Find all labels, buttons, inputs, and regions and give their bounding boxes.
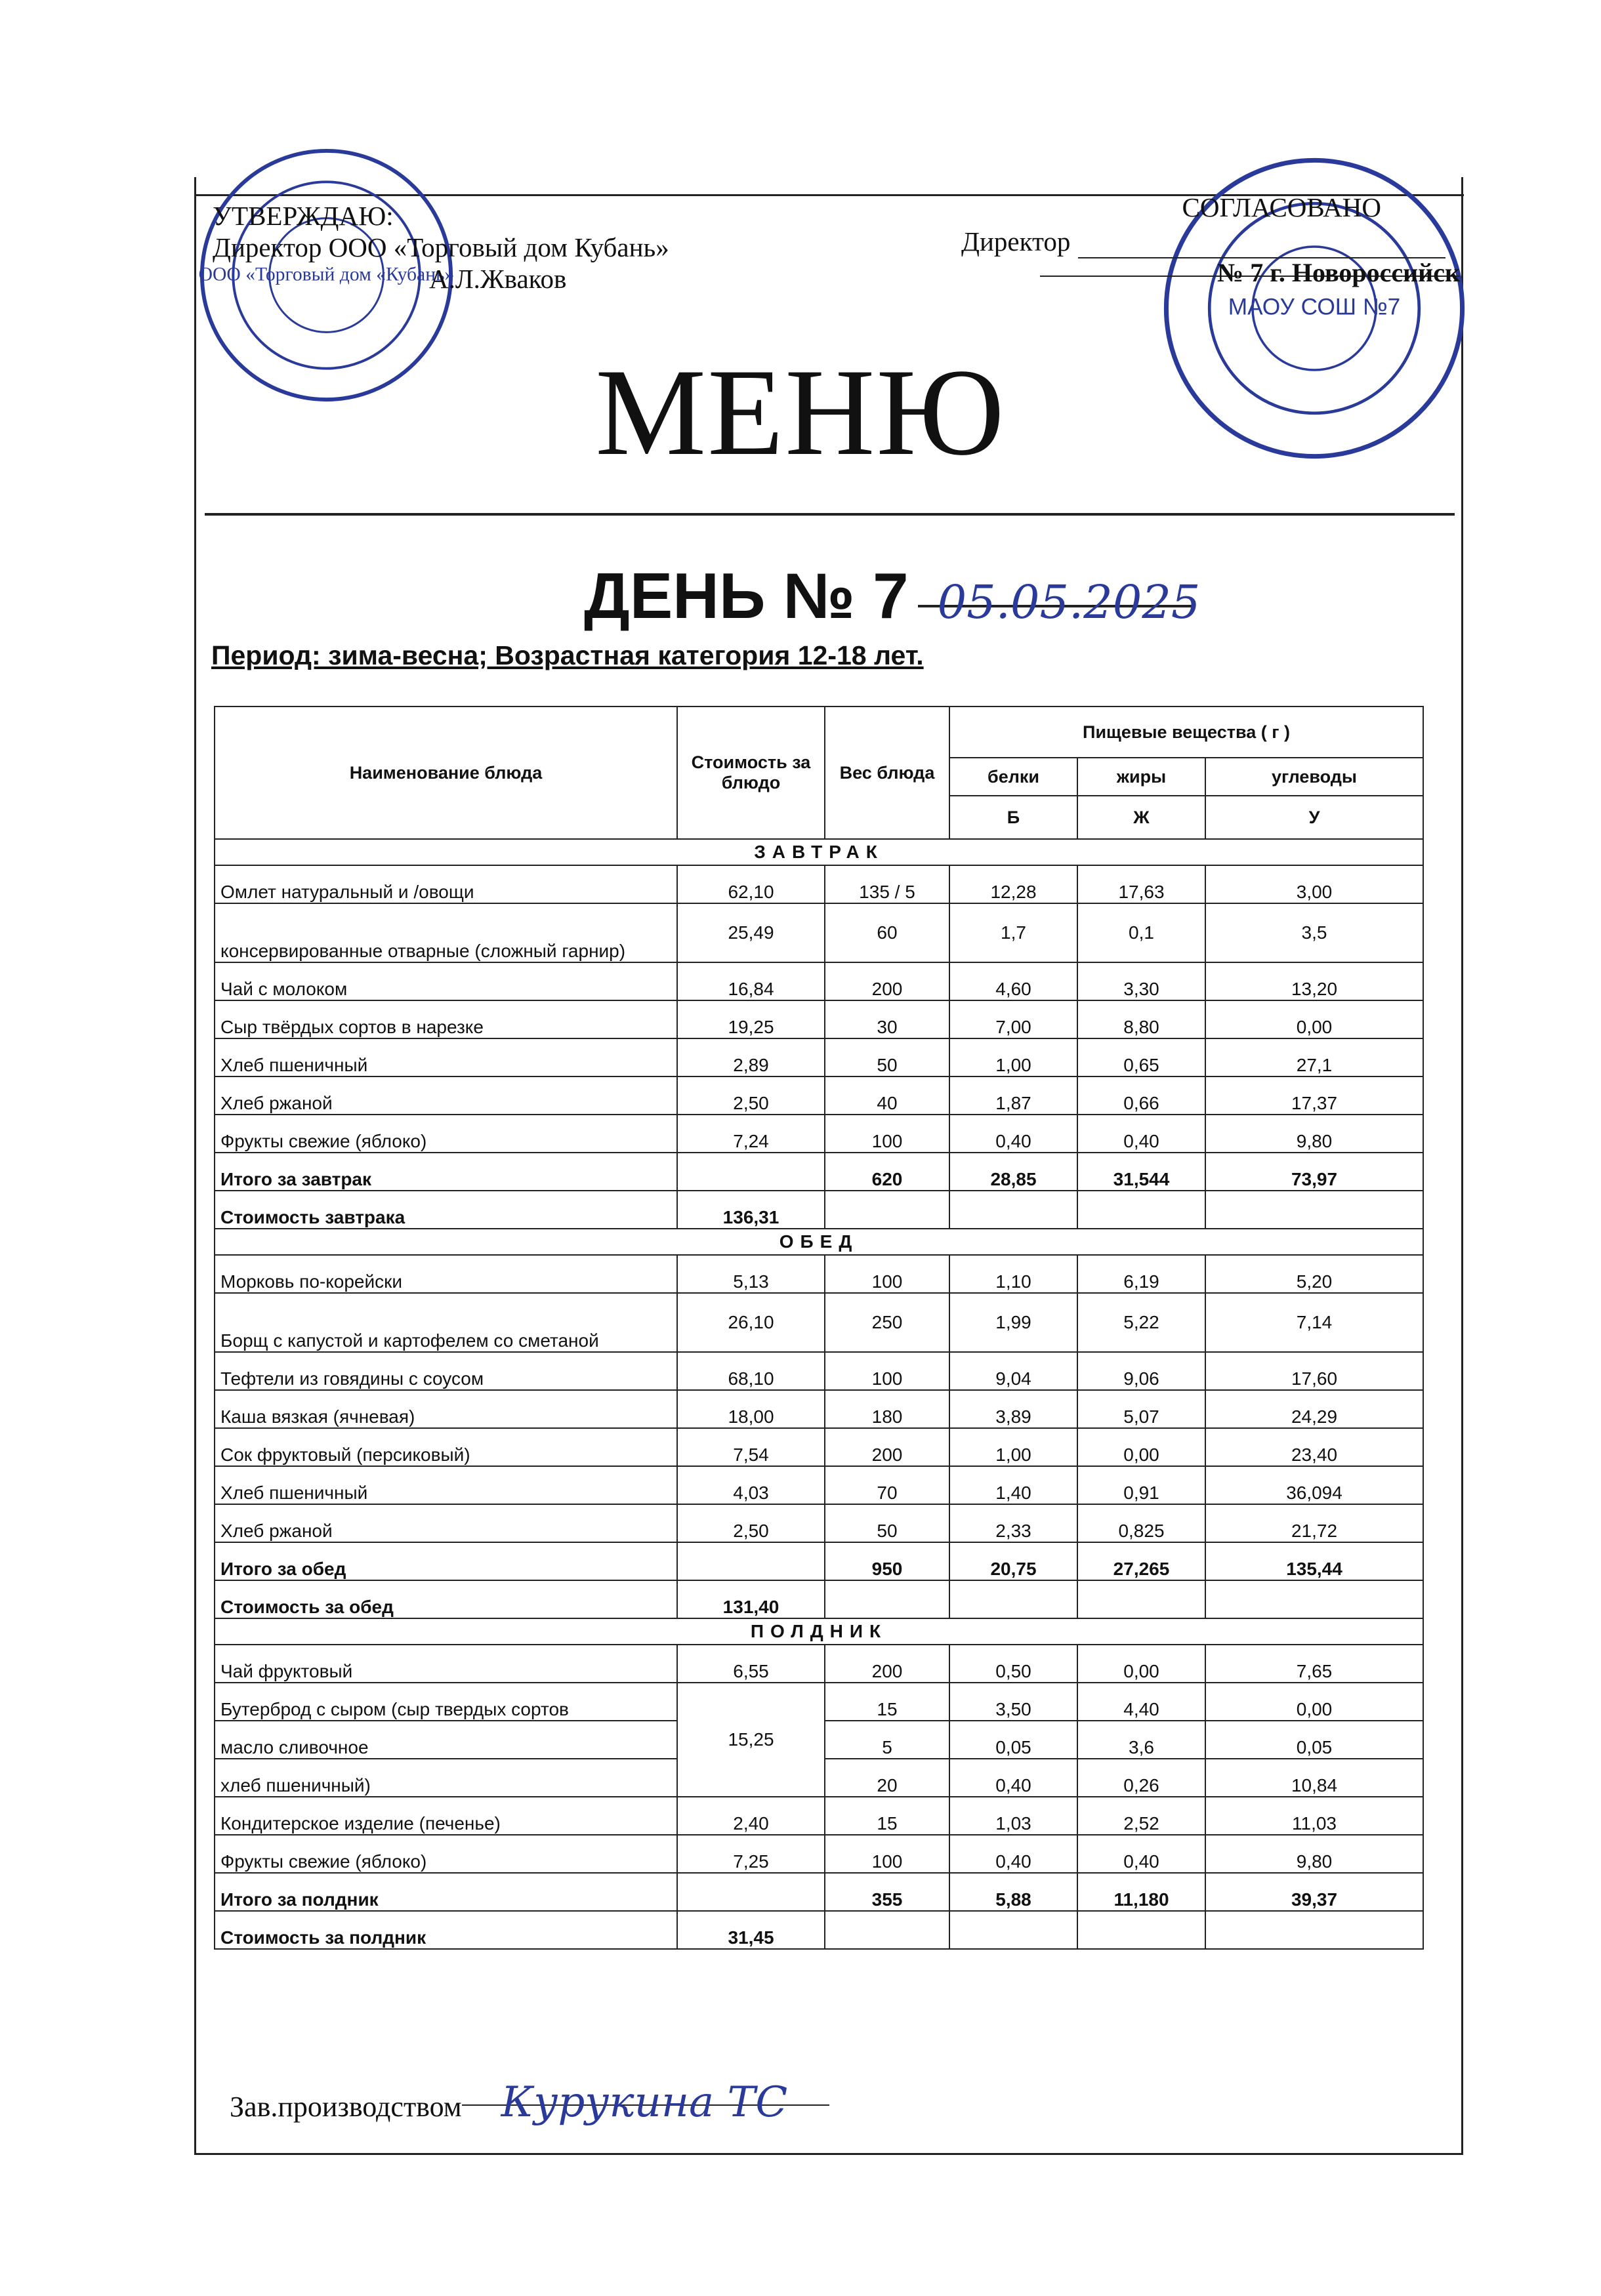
- header-protein: белки: [949, 758, 1077, 796]
- dish-protein: 1,40: [949, 1466, 1077, 1504]
- header-f: Ж: [1077, 796, 1205, 839]
- table-row: [215, 1038, 1423, 1076]
- dish-protein: 1,00: [949, 1428, 1077, 1466]
- dish-name: Хлеб ржаной: [215, 1504, 677, 1542]
- header-weight: Вес блюда: [825, 707, 949, 839]
- dish-cost: 62,10: [677, 865, 825, 903]
- snack-cost-value: 31,45: [677, 1911, 825, 1949]
- table-row: [215, 1873, 1423, 1911]
- dish-name: Бутерброд с сыром (сыр твердых сортов: [215, 1683, 677, 1721]
- dish-protein: 1,7: [949, 903, 1077, 962]
- table-row: [215, 1542, 1423, 1580]
- dish-name: Каша вязкая (ячневая): [215, 1390, 677, 1428]
- dish-name: консервированные отварные (сложный гарнир): [215, 903, 677, 962]
- dish-weight: 5: [825, 1721, 949, 1759]
- dish-protein: 1,00: [949, 1038, 1077, 1076]
- dish-cost: 19,25: [677, 1000, 825, 1038]
- header-c: У: [1205, 796, 1423, 839]
- table-row: [215, 1390, 1423, 1428]
- dish-weight: 200: [825, 962, 949, 1000]
- dish-weight: 30: [825, 1000, 949, 1038]
- dish-cost: 7,54: [677, 1428, 825, 1466]
- dish-protein: 9,04: [949, 1352, 1077, 1390]
- lunch-total-p: 20,75: [949, 1542, 1077, 1580]
- dish-carbs: 17,37: [1205, 1076, 1423, 1115]
- dish-cost: 6,55: [677, 1645, 825, 1683]
- dish-cost: 2,50: [677, 1504, 825, 1542]
- header-carbs: углеводы: [1205, 758, 1423, 796]
- dish-name: Борщ с капустой и картофелем со сметаной: [215, 1293, 677, 1352]
- dish-fat: 4,40: [1077, 1683, 1205, 1721]
- dish-name: Хлеб ржаной: [215, 1076, 677, 1115]
- lunch-cost-value: 131,40: [677, 1580, 825, 1618]
- section-breakfast: ЗАВТРАК: [215, 839, 1423, 865]
- breakfast-cost-value: 136,31: [677, 1191, 825, 1229]
- dish-cost: 7,24: [677, 1115, 825, 1153]
- dish-name: Кондитерское изделие (печенье): [215, 1797, 677, 1835]
- snack-cost-label: Стоимость за полдник: [215, 1911, 677, 1949]
- dish-name: Хлеб пшеничный: [215, 1038, 677, 1076]
- breakfast-total-label: Итого за завтрак: [215, 1153, 677, 1191]
- dish-weight: 100: [825, 1835, 949, 1873]
- dish-carbs: 7,14: [1205, 1293, 1423, 1352]
- approval-block: [213, 200, 669, 295]
- breakfast-rows: [215, 865, 1423, 1153]
- table-row: [215, 1191, 1423, 1229]
- breakfast-total-weight: 620: [825, 1153, 949, 1191]
- company-stamp-text: ООО «Торговый дом «Кубань»: [198, 264, 455, 285]
- table-row: [215, 1115, 1423, 1153]
- dish-protein: 2,33: [949, 1504, 1077, 1542]
- dish-name: Омлет натуральный и /овощи: [215, 865, 677, 903]
- agree-title: СОГЛАСОВАНО: [1182, 192, 1381, 222]
- dish-carbs: 36,094: [1205, 1466, 1423, 1504]
- dish-carbs: 0,05: [1205, 1721, 1423, 1759]
- dish-protein: 12,28: [949, 865, 1077, 903]
- dish-weight: 15: [825, 1797, 949, 1835]
- dish-fat: 2,52: [1077, 1797, 1205, 1835]
- table-row: [215, 962, 1423, 1000]
- dish-protein: 0,40: [949, 1759, 1077, 1797]
- table-row: [215, 1645, 1423, 1683]
- dish-fat: 0,66: [1077, 1076, 1205, 1115]
- dish-weight: 200: [825, 1645, 949, 1683]
- approve-position: Директор ООО «Торговый дом Кубань»: [213, 232, 669, 262]
- day-label: ДЕНЬ № 7: [584, 560, 909, 632]
- header-nutrients: Пищевые вещества ( г ): [949, 707, 1423, 758]
- dish-fat: 0,91: [1077, 1466, 1205, 1504]
- snack-total-label: Итого за полдник: [215, 1873, 677, 1911]
- dish-cost: 68,10: [677, 1352, 825, 1390]
- title-divider: [205, 513, 1455, 516]
- lunch-total-label: Итого за обед: [215, 1542, 677, 1580]
- dish-carbs: 23,40: [1205, 1428, 1423, 1466]
- day-date: 05.05.2025: [937, 575, 1201, 629]
- table-row: [215, 1076, 1423, 1115]
- school-stamp-text: МАОУ СОШ №7: [1228, 294, 1401, 320]
- table-row: [215, 865, 1423, 903]
- day-date-line: [918, 559, 1201, 629]
- snack-total-c: 39,37: [1205, 1873, 1423, 1911]
- lunch-rows: [215, 1255, 1423, 1542]
- agree-school: № 7 г. Новороссийск: [1217, 258, 1460, 287]
- lunch-total-f: 27,265: [1077, 1542, 1205, 1580]
- dish-carbs: 5,20: [1205, 1255, 1423, 1293]
- period-line: Период: зима-весна; Возрастная категория 12-18 лет.: [211, 640, 924, 670]
- dish-carbs: 3,00: [1205, 865, 1423, 903]
- table-row: [215, 1466, 1423, 1504]
- dish-fat: 0,00: [1077, 1645, 1205, 1683]
- snack-total-f: 11,180: [1077, 1873, 1205, 1911]
- dish-protein: 3,89: [949, 1390, 1077, 1428]
- header-name: Наименование блюда: [215, 707, 677, 839]
- dish-protein: 3,50: [949, 1683, 1077, 1721]
- dish-fat: 0,00: [1077, 1428, 1205, 1466]
- dish-weight: 100: [825, 1352, 949, 1390]
- breakfast-total-p: 28,85: [949, 1153, 1077, 1191]
- dish-carbs: 11,03: [1205, 1797, 1423, 1835]
- dish-protein: 1,99: [949, 1293, 1077, 1352]
- table-row: [215, 1683, 1423, 1721]
- dish-carbs: 24,29: [1205, 1390, 1423, 1428]
- dish-fat: 3,30: [1077, 962, 1205, 1000]
- dish-name: Чай фруктовый: [215, 1645, 677, 1683]
- table-row: [215, 1797, 1423, 1835]
- producer-signature-line: [230, 2078, 829, 2127]
- section-lunch: ОБЕД: [215, 1229, 1423, 1255]
- producer-label: Зав.производством: [230, 2091, 462, 2123]
- dish-fat: 17,63: [1077, 865, 1205, 903]
- dish-weight: 50: [825, 1504, 949, 1542]
- dish-carbs: 13,20: [1205, 962, 1423, 1000]
- dish-fat: 0,65: [1077, 1038, 1205, 1076]
- dish-name: Сыр твёрдых сортов в нарезке: [215, 1000, 677, 1038]
- table-row: [215, 1255, 1423, 1293]
- dish-cost: 2,89: [677, 1038, 825, 1076]
- dish-cost: 16,84: [677, 962, 825, 1000]
- dish-protein: 0,40: [949, 1115, 1077, 1153]
- dish-weight: 180: [825, 1390, 949, 1428]
- dish-weight: 50: [825, 1038, 949, 1076]
- dish-name: хлеб пшеничный): [215, 1759, 677, 1797]
- approve-title: УТВЕРЖДАЮ:: [213, 201, 394, 231]
- dish-fat: 6,19: [1077, 1255, 1205, 1293]
- dish-name: масло сливочное: [215, 1721, 677, 1759]
- table-row: [215, 1504, 1423, 1542]
- dish-weight: 40: [825, 1076, 949, 1115]
- header-p: Б: [949, 796, 1077, 839]
- dish-protein: 0,50: [949, 1645, 1077, 1683]
- table-row: [215, 1911, 1423, 1949]
- dish-fat: 0,26: [1077, 1759, 1205, 1797]
- lunch-cost-label: Стоимость за обед: [215, 1580, 677, 1618]
- snack-total-p: 5,88: [949, 1873, 1077, 1911]
- dish-fat: 9,06: [1077, 1352, 1205, 1390]
- dish-protein: 7,00: [949, 1000, 1077, 1038]
- dish-weight: 100: [825, 1115, 949, 1153]
- table-row: [215, 1293, 1423, 1352]
- dish-name: Фрукты свежие (яблоко): [215, 1835, 677, 1873]
- dish-weight: 100: [825, 1255, 949, 1293]
- dish-cost: 25,49: [677, 903, 825, 962]
- lunch-total-weight: 950: [825, 1542, 949, 1580]
- menu-table: [214, 706, 1424, 1950]
- dish-fat: 5,22: [1077, 1293, 1205, 1352]
- dish-carbs: 9,80: [1205, 1835, 1423, 1873]
- header-cost: Стоимость за блюдо: [677, 707, 825, 839]
- dish-name: Морковь по-корейски: [215, 1255, 677, 1293]
- dish-weight: 200: [825, 1428, 949, 1466]
- table-row: [215, 1352, 1423, 1390]
- dish-fat: 0,40: [1077, 1115, 1205, 1153]
- dish-cost: 4,03: [677, 1466, 825, 1504]
- dish-carbs: 10,84: [1205, 1759, 1423, 1797]
- agreement-block: [961, 190, 1460, 287]
- dish-weight: 70: [825, 1466, 949, 1504]
- dish-cost: 2,40: [677, 1797, 825, 1835]
- dish-carbs: 17,60: [1205, 1352, 1423, 1390]
- page-title: МЕНЮ: [595, 344, 1006, 482]
- dish-weight: 60: [825, 903, 949, 962]
- dish-cost: 7,25: [677, 1835, 825, 1873]
- table-row: [215, 1580, 1423, 1618]
- dish-fat: 0,825: [1077, 1504, 1205, 1542]
- dish-name: Сок фруктовый (персиковый): [215, 1428, 677, 1466]
- approve-name: А.Л.Жваков: [429, 264, 567, 294]
- dish-carbs: 0,00: [1205, 1000, 1423, 1038]
- dish-weight: 250: [825, 1293, 949, 1352]
- table-row: [215, 1000, 1423, 1038]
- dish-cost: 5,13: [677, 1255, 825, 1293]
- dish-name: Чай с молоком: [215, 962, 677, 1000]
- table-row: [215, 903, 1423, 962]
- dish-name: Фрукты свежие (яблоко): [215, 1115, 677, 1153]
- dish-carbs: 27,1: [1205, 1038, 1423, 1076]
- lunch-total-c: 135,44: [1205, 1542, 1423, 1580]
- dish-protein: 4,60: [949, 962, 1077, 1000]
- agree-role: Директор: [961, 226, 1071, 256]
- day-heading: [584, 559, 1201, 633]
- dish-name: Хлеб пшеничный: [215, 1466, 677, 1504]
- dish-protein: 0,40: [949, 1835, 1077, 1873]
- dish-protein: 1,03: [949, 1797, 1077, 1835]
- dish-carbs: 21,72: [1205, 1504, 1423, 1542]
- table-row: [215, 1428, 1423, 1466]
- dish-fat: 8,80: [1077, 1000, 1205, 1038]
- dish-cost: 2,50: [677, 1076, 825, 1115]
- dish-name: Тефтели из говядины с соусом: [215, 1352, 677, 1390]
- table-row: [215, 1835, 1423, 1873]
- snack-rows: [215, 1797, 1423, 1873]
- dish-protein: 1,10: [949, 1255, 1077, 1293]
- dish-fat: 0,40: [1077, 1835, 1205, 1873]
- breakfast-total-c: 73,97: [1205, 1153, 1423, 1191]
- table-row: [215, 1153, 1423, 1191]
- breakfast-cost-label: Стоимость завтрака: [215, 1191, 677, 1229]
- dish-cost: 18,00: [677, 1390, 825, 1428]
- dish-fat: 3,6: [1077, 1721, 1205, 1759]
- dish-carbs: 0,00: [1205, 1683, 1423, 1721]
- dish-cost: 26,10: [677, 1293, 825, 1352]
- dish-weight: 135 / 5: [825, 865, 949, 903]
- dish-fat: 5,07: [1077, 1390, 1205, 1428]
- sandwich-cost: 15,25: [677, 1683, 825, 1797]
- dish-protein: 1,87: [949, 1076, 1077, 1115]
- breakfast-total-f: 31,544: [1077, 1153, 1205, 1191]
- dish-protein: 0,05: [949, 1721, 1077, 1759]
- header-fat: жиры: [1077, 758, 1205, 796]
- dish-carbs: 3,5: [1205, 903, 1423, 962]
- dish-fat: 0,1: [1077, 903, 1205, 962]
- producer-signature: Курукина ТС: [501, 2078, 788, 2127]
- section-snack: ПОЛДНИК: [215, 1618, 1423, 1645]
- snack-total-weight: 355: [825, 1873, 949, 1911]
- dish-carbs: 7,65: [1205, 1645, 1423, 1683]
- dish-carbs: 9,80: [1205, 1115, 1423, 1153]
- dish-weight: 15: [825, 1683, 949, 1721]
- dish-weight: 20: [825, 1759, 949, 1797]
